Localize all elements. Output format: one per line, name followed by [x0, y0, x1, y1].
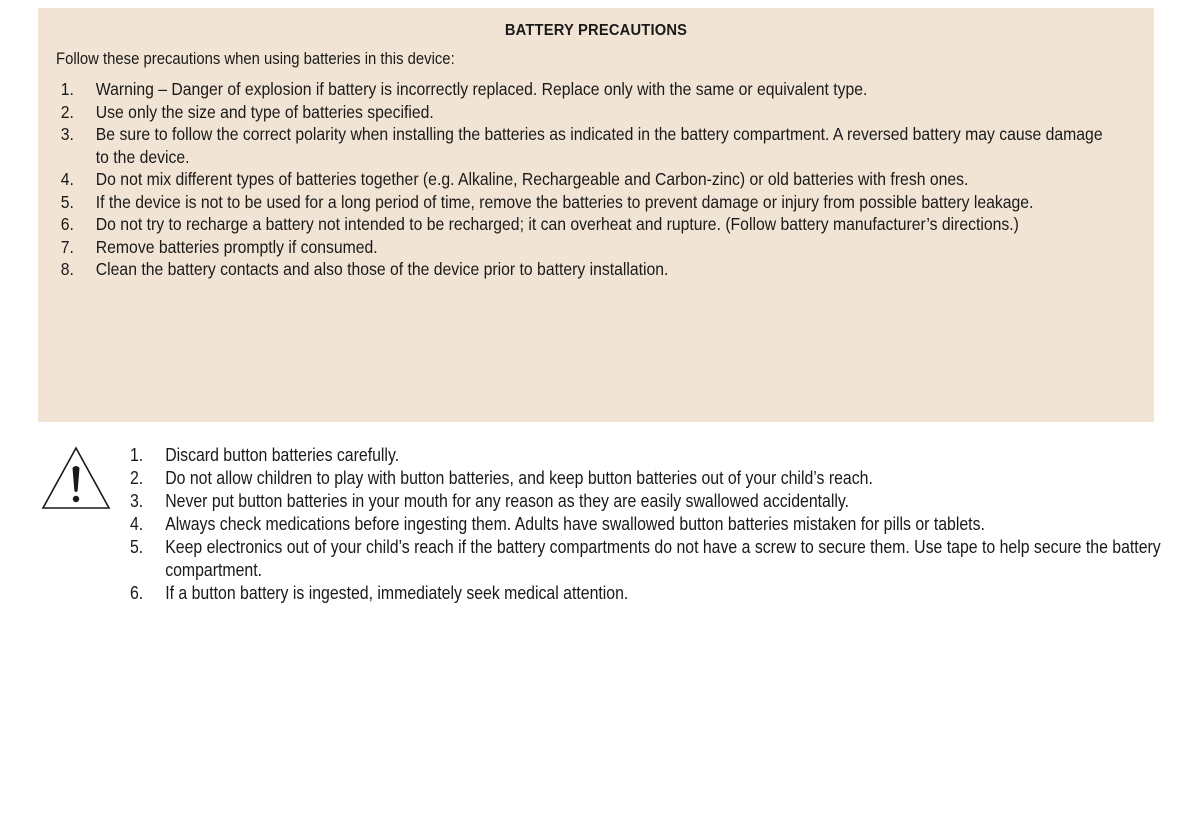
item-number: 1. — [60, 79, 74, 99]
warning-item — [130, 582, 1186, 605]
battery-precautions-box — [38, 8, 1154, 422]
precautions-list — [58, 78, 1120, 281]
item-text: Discard button batteries carefully. — [165, 445, 400, 465]
item-text: Clean the battery contacts and also those of the device prior to battery installation. — [95, 259, 669, 279]
item-number: 2. — [60, 101, 74, 122]
item-text: Never put button batteries in your mouth for any reason as they are easily swallowed accidentally. — [165, 491, 850, 511]
precaution-item — [58, 168, 1120, 191]
warning-list — [130, 444, 1186, 605]
item-text: Warning – Danger of explosion if battery is incorrectly replaced. Replace only with the same or equivalent type. — [95, 79, 868, 99]
item-number: 4. — [130, 514, 144, 534]
item-text: If the device is not to be used for a long period of time, remove the batteries to prevent damage or injury from possible battery leakage. — [95, 191, 1034, 212]
precaution-item — [58, 236, 1120, 259]
item-number: 3. — [60, 124, 74, 144]
item-text: Use only the size and type of batteries specified. — [95, 101, 434, 122]
item-number: 4. — [60, 169, 74, 189]
precaution-item — [58, 191, 1120, 214]
item-text: Do not try to recharge a battery not intended to be recharged; it can overheat and rupture. (Follow battery manufacturer’s directions.) — [95, 214, 1019, 234]
item-text: Keep electronics out of your child’s reach if the battery compartments do not have a screw to secure them. Use tape to help secure the battery compartment. — [165, 537, 1161, 580]
item-number: 1. — [130, 445, 144, 465]
warning-item — [130, 536, 1186, 582]
item-number: 8. — [60, 259, 74, 279]
item-text: Remove batteries promptly if consumed. — [95, 236, 378, 257]
item-number: 5. — [130, 537, 144, 557]
warning-item — [130, 490, 1186, 513]
precaution-item — [58, 123, 1120, 168]
precaution-item — [58, 78, 1120, 101]
warning-item — [130, 513, 1186, 536]
item-number: 5. — [60, 191, 74, 212]
precaution-item — [58, 101, 1120, 124]
item-text: Always check medications before ingesting them. Adults have swallowed button batteries mistaken for pills or tablets. — [165, 514, 985, 534]
precaution-item — [58, 213, 1120, 236]
warning-triangle-icon — [40, 444, 112, 512]
precaution-item — [58, 258, 1120, 281]
button-battery-warning — [40, 440, 1170, 660]
box-title: BATTERY PRECAUTIONS — [504, 22, 688, 39]
item-text: If a button battery is ingested, immediately seek medical attention. — [165, 583, 629, 603]
warning-item — [130, 467, 1186, 490]
item-number: 6. — [60, 214, 74, 234]
item-text: Do not mix different types of batteries together (e.g. Alkaline, Rechargeable and Carbon-zinc) or old batteries with fresh ones. — [95, 169, 969, 189]
item-number: 2. — [130, 468, 144, 488]
item-text: Be sure to follow the correct polarity when installing the batteries as indicated in the battery compartment. A reversed battery may cause damage to the device. — [95, 124, 1103, 167]
warning-item — [130, 444, 1186, 467]
item-number: 3. — [130, 491, 144, 511]
box-intro: Follow these precautions when using batteries in this device: — [56, 50, 455, 68]
item-number: 7. — [60, 236, 74, 257]
item-number: 6. — [130, 583, 144, 603]
item-text: Do not allow children to play with button batteries, and keep button batteries out of your child’s reach. — [165, 468, 873, 488]
